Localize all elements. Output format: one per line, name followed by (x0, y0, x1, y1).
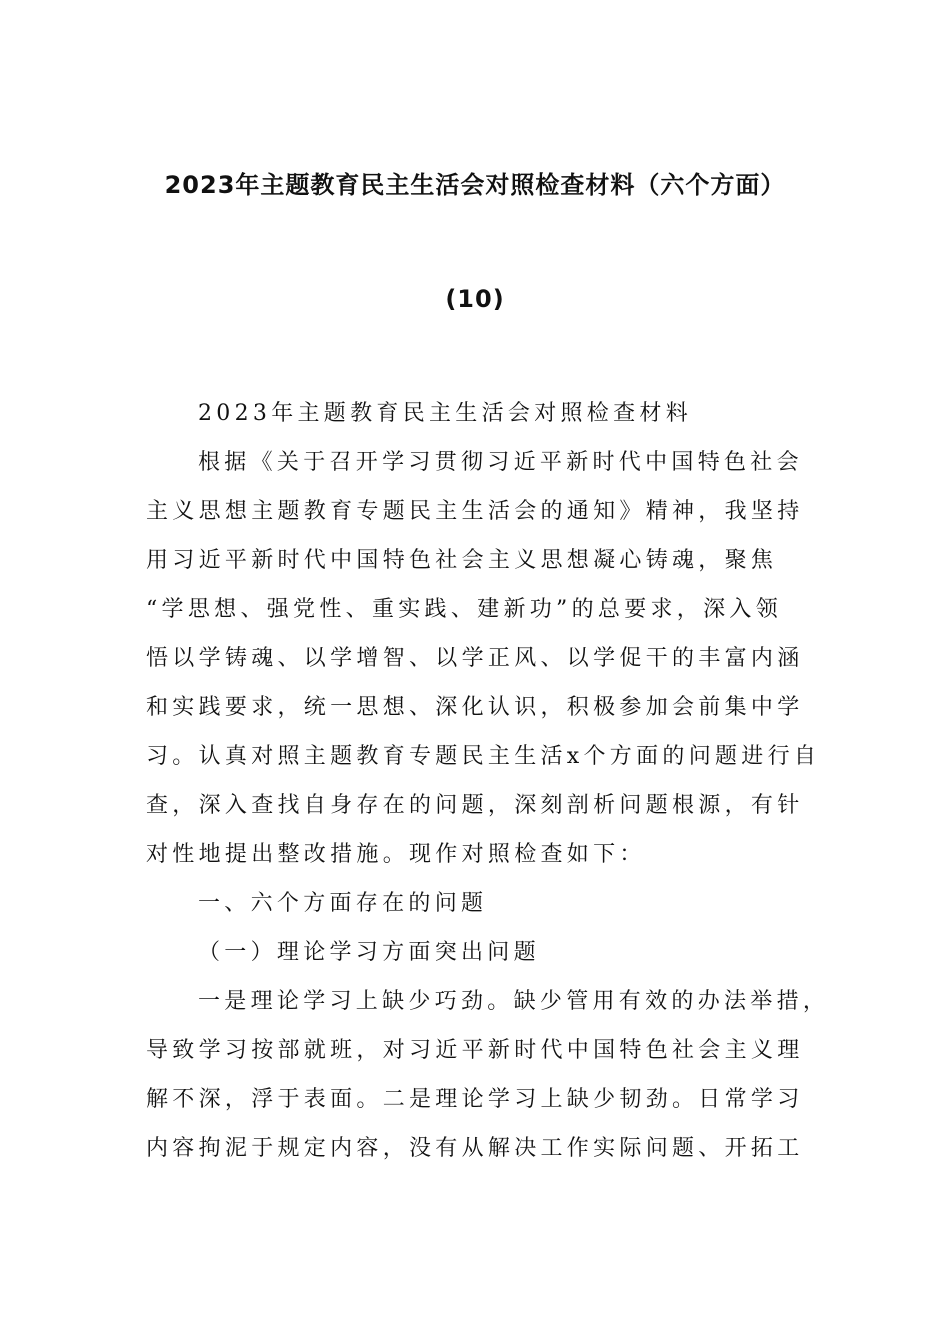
paragraph-line: 对性地提出整改措施。现作对照检查如下： (146, 842, 646, 867)
paragraph-line: 主义思想主题教育专题民主生活会的通知》精神，我坚持 (146, 499, 804, 524)
section-heading-problems: 一、六个方面存在的问题 (198, 891, 488, 916)
paragraph-line: 根据《关于召开学习贯彻习近平新时代中国特色社会 (198, 450, 803, 475)
paragraph-line: 用习近平新时代中国特色社会主义思想凝心铸魂，聚焦 (146, 548, 778, 573)
document-body (146, 389, 830, 1173)
subsection-heading-theory: （一）理论学习方面突出问题 (198, 940, 540, 965)
paragraph-line: 解不深，浮于表面。二是理论学习上缺少韧劲。日常学习 (146, 1087, 804, 1112)
paragraph-line: 和实践要求，统一思想、深化认识，积极参加会前集中学 (146, 695, 804, 720)
paragraph-line: “学思想、强党性、重实践、建新功”的总要求，深入领 (146, 597, 782, 622)
section-heading-material: 2023年主题教育民主生活会对照检查材料 (198, 401, 692, 426)
paragraph-line: 悟以学铸魂、以学增智、以学正风、以学促干的丰富内涵 (146, 646, 804, 671)
document-subtitle: (10) (445, 285, 505, 313)
paragraph-line: 内容拘泥于规定内容，没有从解决工作实际问题、开拓工 (146, 1136, 804, 1161)
paragraph-line: 导致学习按部就班，对习近平新时代中国特色社会主义理 (146, 1038, 804, 1063)
paragraph-line: 查，深入查找自身存在的问题，深刻剖析问题根源，有针 (146, 793, 804, 818)
paragraph-line: 习。认真对照主题教育专题民主生活x个方面的问题进行自 (146, 744, 821, 769)
document-title: 2023年主题教育民主生活会对照检查材料（六个方面） (164, 171, 786, 199)
paragraph-line: 一是理论学习上缺少巧劲。缺少管用有效的办法举措， (198, 989, 830, 1014)
